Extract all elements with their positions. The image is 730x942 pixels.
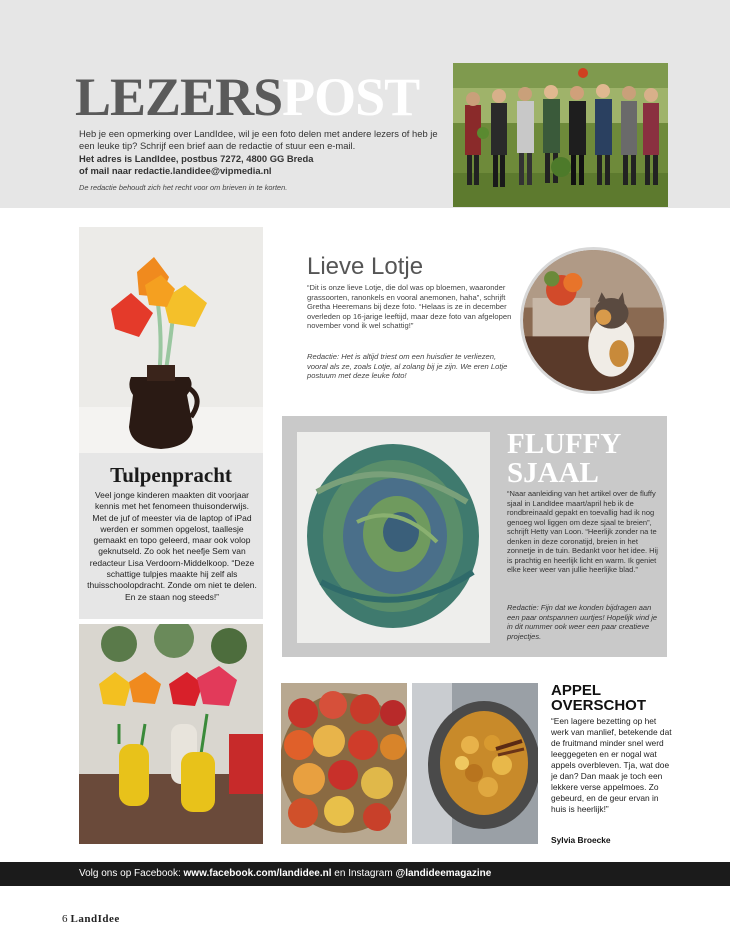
fluffy-editor-reply: Redactie: Fijn dat we konden bijdragen aan een paar ontspannen uurtjes! Hopelijk vind je in dit nummer ook weer een paar creatieve projectjes. [507, 603, 658, 641]
social-footer [0, 862, 730, 886]
footer-middle: en Instagram [331, 868, 396, 879]
footer-prefix: Volg ons op Facebook: [79, 868, 184, 879]
tulips-yellow-vases-photo [79, 624, 263, 844]
address-line-2: of mail naar redactie.landidee@vipmedia.nl [79, 165, 272, 177]
address-line-1: Het adres is LandIdee, postbus 7272, 4800 GG Breda [79, 152, 314, 164]
lotje-body: “Dit is onze lieve Lotje, die dol was op bloemen, waaronder grassoorten, ranonkels en vooral anemonen, haha”, schrijft Gretha Heeremans bij deze foto. “Helaas is ze in december overleden op 16-jarige leeftijd, maar deze foto van afgelopen november vond ik wel schattig!” [307, 283, 512, 331]
brand-name: LandIdee [70, 913, 120, 925]
tulpenpracht-box [79, 453, 263, 619]
tulpenpracht-body: Veel jonge kinderen maakten dit voorjaar kennis met het fenomeen thuisonderwijs. Met de juf of meester via de laptop of iPad werden er sommen opgelost, taallesje gemaakt en topo geleerd, maar ook volop geknutseld. Zo ook het neefje Sem van redacteur Lisa Verdoorn-Middelkoop. “Deze schattige tulpjes maakte hij zelf als thuisschoolopdracht. Zonde om niet te delen. En ze staan nog steeds!” [87, 490, 257, 602]
appel-overschot-title [551, 683, 671, 713]
fluffy-sjaal-body: “Naar aanleiding van het artikel over de fluffy sjaal in LandIdee maart/april heb ik de rondbreinaald gepakt en toevallig had ik nog genoeg wol liggen om deze sjaal te breien”, schrijft Hetty van Loon. “Heerlijk zonder na te denken in deze coronatijd, breien in het zonnetje in de tuin. Bedankt voor het idee. Hij is prachtig en heerlijk licht en warm. Ik geniet elke keer weer van jullie heerlijke blad.” [507, 489, 658, 574]
lotje-editor-reply: Redactie: Het is altijd triest om een huisdier te verliezen, vooral als ze, zoals Lotje, al zolang bij je zijn. We eren Lotje postuum met deze leuke foto! [307, 352, 508, 381]
cat-photo [520, 247, 667, 394]
lotje-title: Lieve Lotje [307, 253, 424, 280]
editorial-note: De redactie behoudt zich het recht voor om brieven in te korten. [79, 182, 288, 192]
apples-bowl-photo [281, 683, 407, 844]
tulpenpracht-title: Tulpenpracht [110, 463, 232, 487]
fluffy-scarf-photo [297, 432, 490, 643]
group-photo [453, 63, 668, 207]
appel-title-line-2: OVERSCHOT [551, 697, 647, 714]
fluffy-title-line-1: FLUFFY [507, 428, 622, 460]
appel-overschot-body: “Een lagere bezetting op het werk van manlief, betekende dat de fruitmand minder snel werd leeggegeten en er nogal wat appels overbleven. Tja, wat doe je dan? Dan maak je toch een lekkere verse appelmoes. Zo gebeurd, en de geur ervan in huis is heerlijk!” [551, 716, 672, 814]
applesauce-photo [412, 683, 538, 844]
appel-signature: Sylvia Broecke [551, 835, 611, 845]
intro-text-block [79, 128, 449, 194]
instagram-link[interactable]: @landideemagazine [395, 868, 492, 879]
fluffy-sjaal-title [507, 430, 657, 488]
page-title [75, 67, 420, 127]
facebook-link[interactable]: www.facebook.com/landidee.nl [183, 868, 332, 879]
appel-title-line-1: APPEL [551, 682, 602, 699]
page-number: 6 [62, 913, 68, 925]
fluffy-title-line-2: SJAAL [507, 457, 599, 489]
title-part-2: POST [282, 67, 420, 127]
title-part-1: LEZERS [75, 67, 283, 127]
page-folio [62, 913, 120, 925]
paper-tulips-jug-photo [79, 227, 263, 453]
intro-text: Heb je een opmerking over LandIdee, wil je een foto delen met andere lezers of heb je een leuke tip? Schrijf een brief aan de redactie of stuur een e-mail. [79, 128, 438, 152]
